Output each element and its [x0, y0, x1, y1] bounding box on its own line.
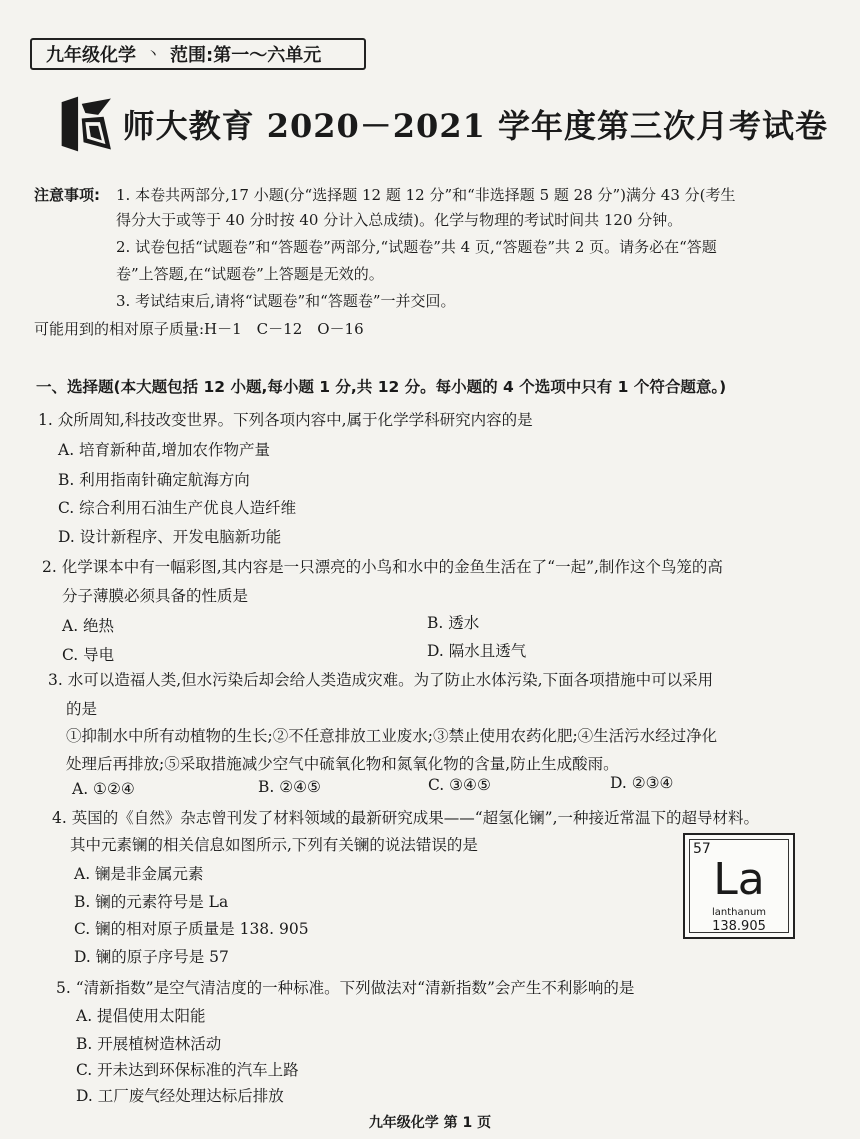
- q3-option-c: C. ③④⑤: [428, 776, 491, 794]
- lanthanum-element-card: [683, 833, 795, 939]
- q1-option-d: D. 设计新程序、开发电脑新功能: [58, 528, 282, 546]
- q3-option-b: B. ②④⑤: [258, 778, 321, 796]
- atomic-mass: 138.905: [712, 919, 766, 934]
- note-line-3: 2. 试卷包括“试题卷”和“答题卷”两部分,“试题卷”共 4 页,“答题卷”共 2 页。请务必在“答题: [116, 238, 717, 256]
- q1-stem: 1. 众所周知,科技改变世界。下列各项内容中,属于化学学科研究内容的是: [38, 411, 533, 429]
- q5-option-a: A. 提倡使用太阳能: [76, 1007, 206, 1025]
- q3-option-d: D. ②③④: [610, 774, 674, 792]
- q3-stem-2: 的是: [66, 700, 98, 718]
- notes-label: 注意事项:: [34, 186, 100, 204]
- q5-option-c: C. 开未达到环保标准的汽车上路: [76, 1061, 299, 1079]
- note-line-4: 卷”上答题,在“试题卷”上答题是无效的。: [116, 265, 384, 283]
- q4-option-b: B. 镧的元素符号是 La: [74, 893, 229, 911]
- subject-label: 九年级化学: [46, 45, 136, 66]
- q4-stem-1: 4. 英国的《自然》杂志曾刊发了材料领域的最新研究成果——“超氢化镧”,一种接近常温下的超导材料。: [52, 809, 759, 827]
- q1-option-a: A. 培育新种苗,增加农作物产量: [58, 441, 270, 459]
- element-name: lanthanum: [711, 907, 767, 918]
- section-heading: 一、选择题(本大题包括 12 小题,每小题 1 分,共 12 分。每小题的 4 个选项中只有 1 个符合题意。): [36, 378, 727, 396]
- school-logo-icon: [58, 92, 115, 156]
- note-line-2: 得分大于或等于 40 分时按 40 分计入总成绩)。化学与物理的考试时间共 120 分钟。: [116, 211, 683, 229]
- q1-option-c: C. 综合利用石油生产优良人造纤维: [58, 499, 297, 517]
- q5-option-b: B. 开展植树造林活动: [76, 1035, 222, 1053]
- q5-stem: 5. “清新指数”是空气清洁度的一种标准。下列做法对“清新指数”会产生不利影响的是: [56, 979, 635, 997]
- title-bar: [58, 92, 828, 156]
- subject-tag: [30, 38, 366, 70]
- q5-option-d: D. 工厂废气经处理达标后排放: [76, 1087, 284, 1105]
- q2-option-b: B. 透水: [427, 614, 480, 632]
- q2-option-c: C. 导电: [62, 646, 115, 664]
- q2-stem-2: 分子薄膜必须具备的性质是: [62, 587, 249, 605]
- q4-option-d: D. 镧的原子序号是 57: [74, 948, 229, 966]
- tag-separator: 丶: [146, 47, 160, 63]
- q2-option-a: A. 绝热: [62, 617, 115, 635]
- q3-option-a: A. ①②④: [72, 780, 135, 798]
- atomic-number: 57: [693, 841, 711, 857]
- scope-label: 范围:第一～六单元: [170, 45, 322, 66]
- q4-stem-2: 其中元素镧的相关信息如图所示,下列有关镧的说法错误的是: [70, 836, 478, 854]
- q3-stem-1: 3. 水可以造福人类,但水污染后却会给人类造成灾难。为了防止水体污染,下面各项措施中可以采用: [48, 671, 714, 689]
- atomic-mass-line: 可能用到的相对原子质量:H－1 C－12 O－16: [34, 320, 364, 338]
- note-line-5: 3. 考试结束后,请将“试题卷”和“答题卷”一并交回。: [116, 292, 456, 310]
- q2-stem-1: 2. 化学课本中有一幅彩图,其内容是一只漂亮的小鸟和水中的金鱼生活在了“一起”,制作这个鸟笼的高: [42, 558, 723, 576]
- q1-option-b: B. 利用指南针确定航海方向: [58, 471, 250, 489]
- q3-items-1: ①抑制水中所有动植物的生长;②不任意排放工业废水;③禁止使用农药化肥;④生活污水经过净化: [66, 727, 718, 745]
- element-symbol: La: [713, 854, 765, 905]
- q4-option-a: A. 镧是非金属元素: [74, 865, 204, 883]
- exam-title: 师大教育 2020－2021 学年度第三次月考试卷: [122, 107, 828, 145]
- note-line-1: 1. 本卷共两部分,17 小题(分“选择题 12 题 12 分”和“非选择题 5 题 28 分”)满分 43 分(考生: [116, 186, 736, 204]
- q4-option-c: C. 镧的相对原子质量是 138. 905: [74, 920, 309, 938]
- page-footer: 九年级化学 第 1 页: [368, 1115, 492, 1131]
- q2-option-d: D. 隔水且透气: [427, 642, 527, 660]
- q3-items-2: 处理后再排放;⑤采取措施减少空气中硫氧化物和氮氧化物的含量,防止生成酸雨。: [66, 755, 619, 773]
